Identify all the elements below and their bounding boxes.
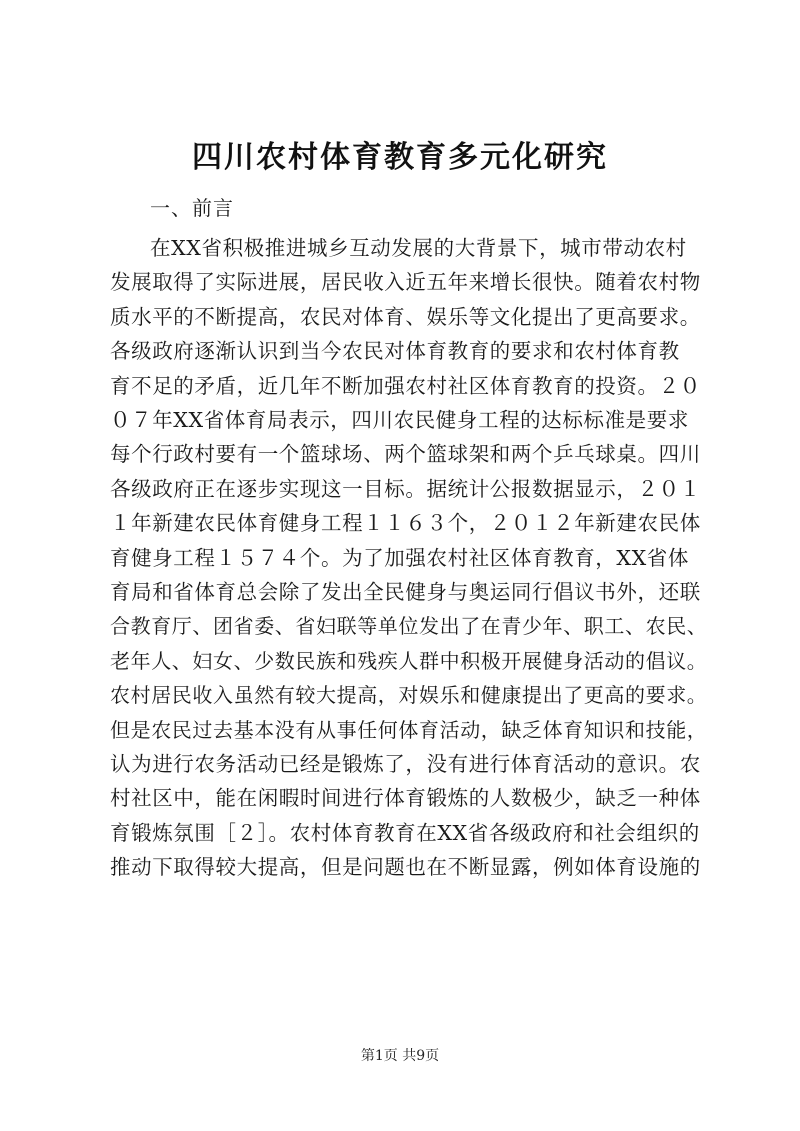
text-line: 农村居民收入虽然有较大提高，对娱乐和健康提出了更高的要求。	[110, 683, 708, 708]
text-line: ０７年XX省体育局表示，四川农民健身工程的达标标准是要求	[110, 408, 689, 432]
text-line: 村社区中，能在闲暇时间进行体育锻炼的人数极少，缺乏一种体	[110, 786, 701, 811]
text-line: 育健身工程１５７４个。为了加强农村社区体育教育，XX省体	[110, 545, 689, 570]
text-line: 发展取得了实际进展，居民收入近五年来增长很快。随着农村物	[110, 270, 701, 295]
text-line: 各级政府正在逐步实现这一目标。据统计公报数据显示，２０１	[110, 476, 701, 501]
text-line: １年新建农民体育健身工程１１６３个，２０１２年新建农民体	[110, 511, 701, 536]
text-line: 育不足的矛盾，近几年不断加强农村社区体育教育的投资。２０	[110, 373, 701, 398]
text-line: 每个行政村要有一个篮球场、两个篮球架和两个乒乓球桌。四川	[110, 442, 701, 467]
text-line: 各级政府逐渐认识到当今农民对体育教育的要求和农村体育教	[110, 339, 680, 364]
text-line: 认为进行农务活动已经是锻炼了，没有进行体育活动的意识。农	[110, 752, 701, 776]
text-line: 育锻炼氛围［２］。农村体育教育在XX省各级政府和社会组织的	[110, 820, 700, 845]
text-line: 老年人、妇女、少数民族和残疾人群中积极开展健身活动的倡议。	[110, 648, 708, 673]
document-title: 四川农村体育教育多元化研究	[192, 140, 608, 175]
text-line: 育局和省体育总会除了发出全民健身与奥运同行倡议书外，还联	[110, 580, 701, 604]
text-line: 在XX省积极推进城乡互动发展的大背景下，城市带动农村	[150, 236, 687, 260]
text-line: 但是农民过去基本没有从事任何体育活动，缺乏体育知识和技能，	[110, 717, 708, 742]
text-line: 质水平的不断提高，农民对体育、娱乐等文化提出了更高要求。	[110, 304, 701, 329]
page-footer: 第1页 共9页	[360, 1048, 440, 1064]
text-line: 推动下取得较大提高，但是问题也在不断显露，例如体育设施的	[110, 855, 701, 880]
text-line: 合教育厅、团省委、省妇联等单位发出了在青少年、职工、农民、	[110, 614, 708, 639]
section-heading: 一、前言	[150, 196, 234, 220]
